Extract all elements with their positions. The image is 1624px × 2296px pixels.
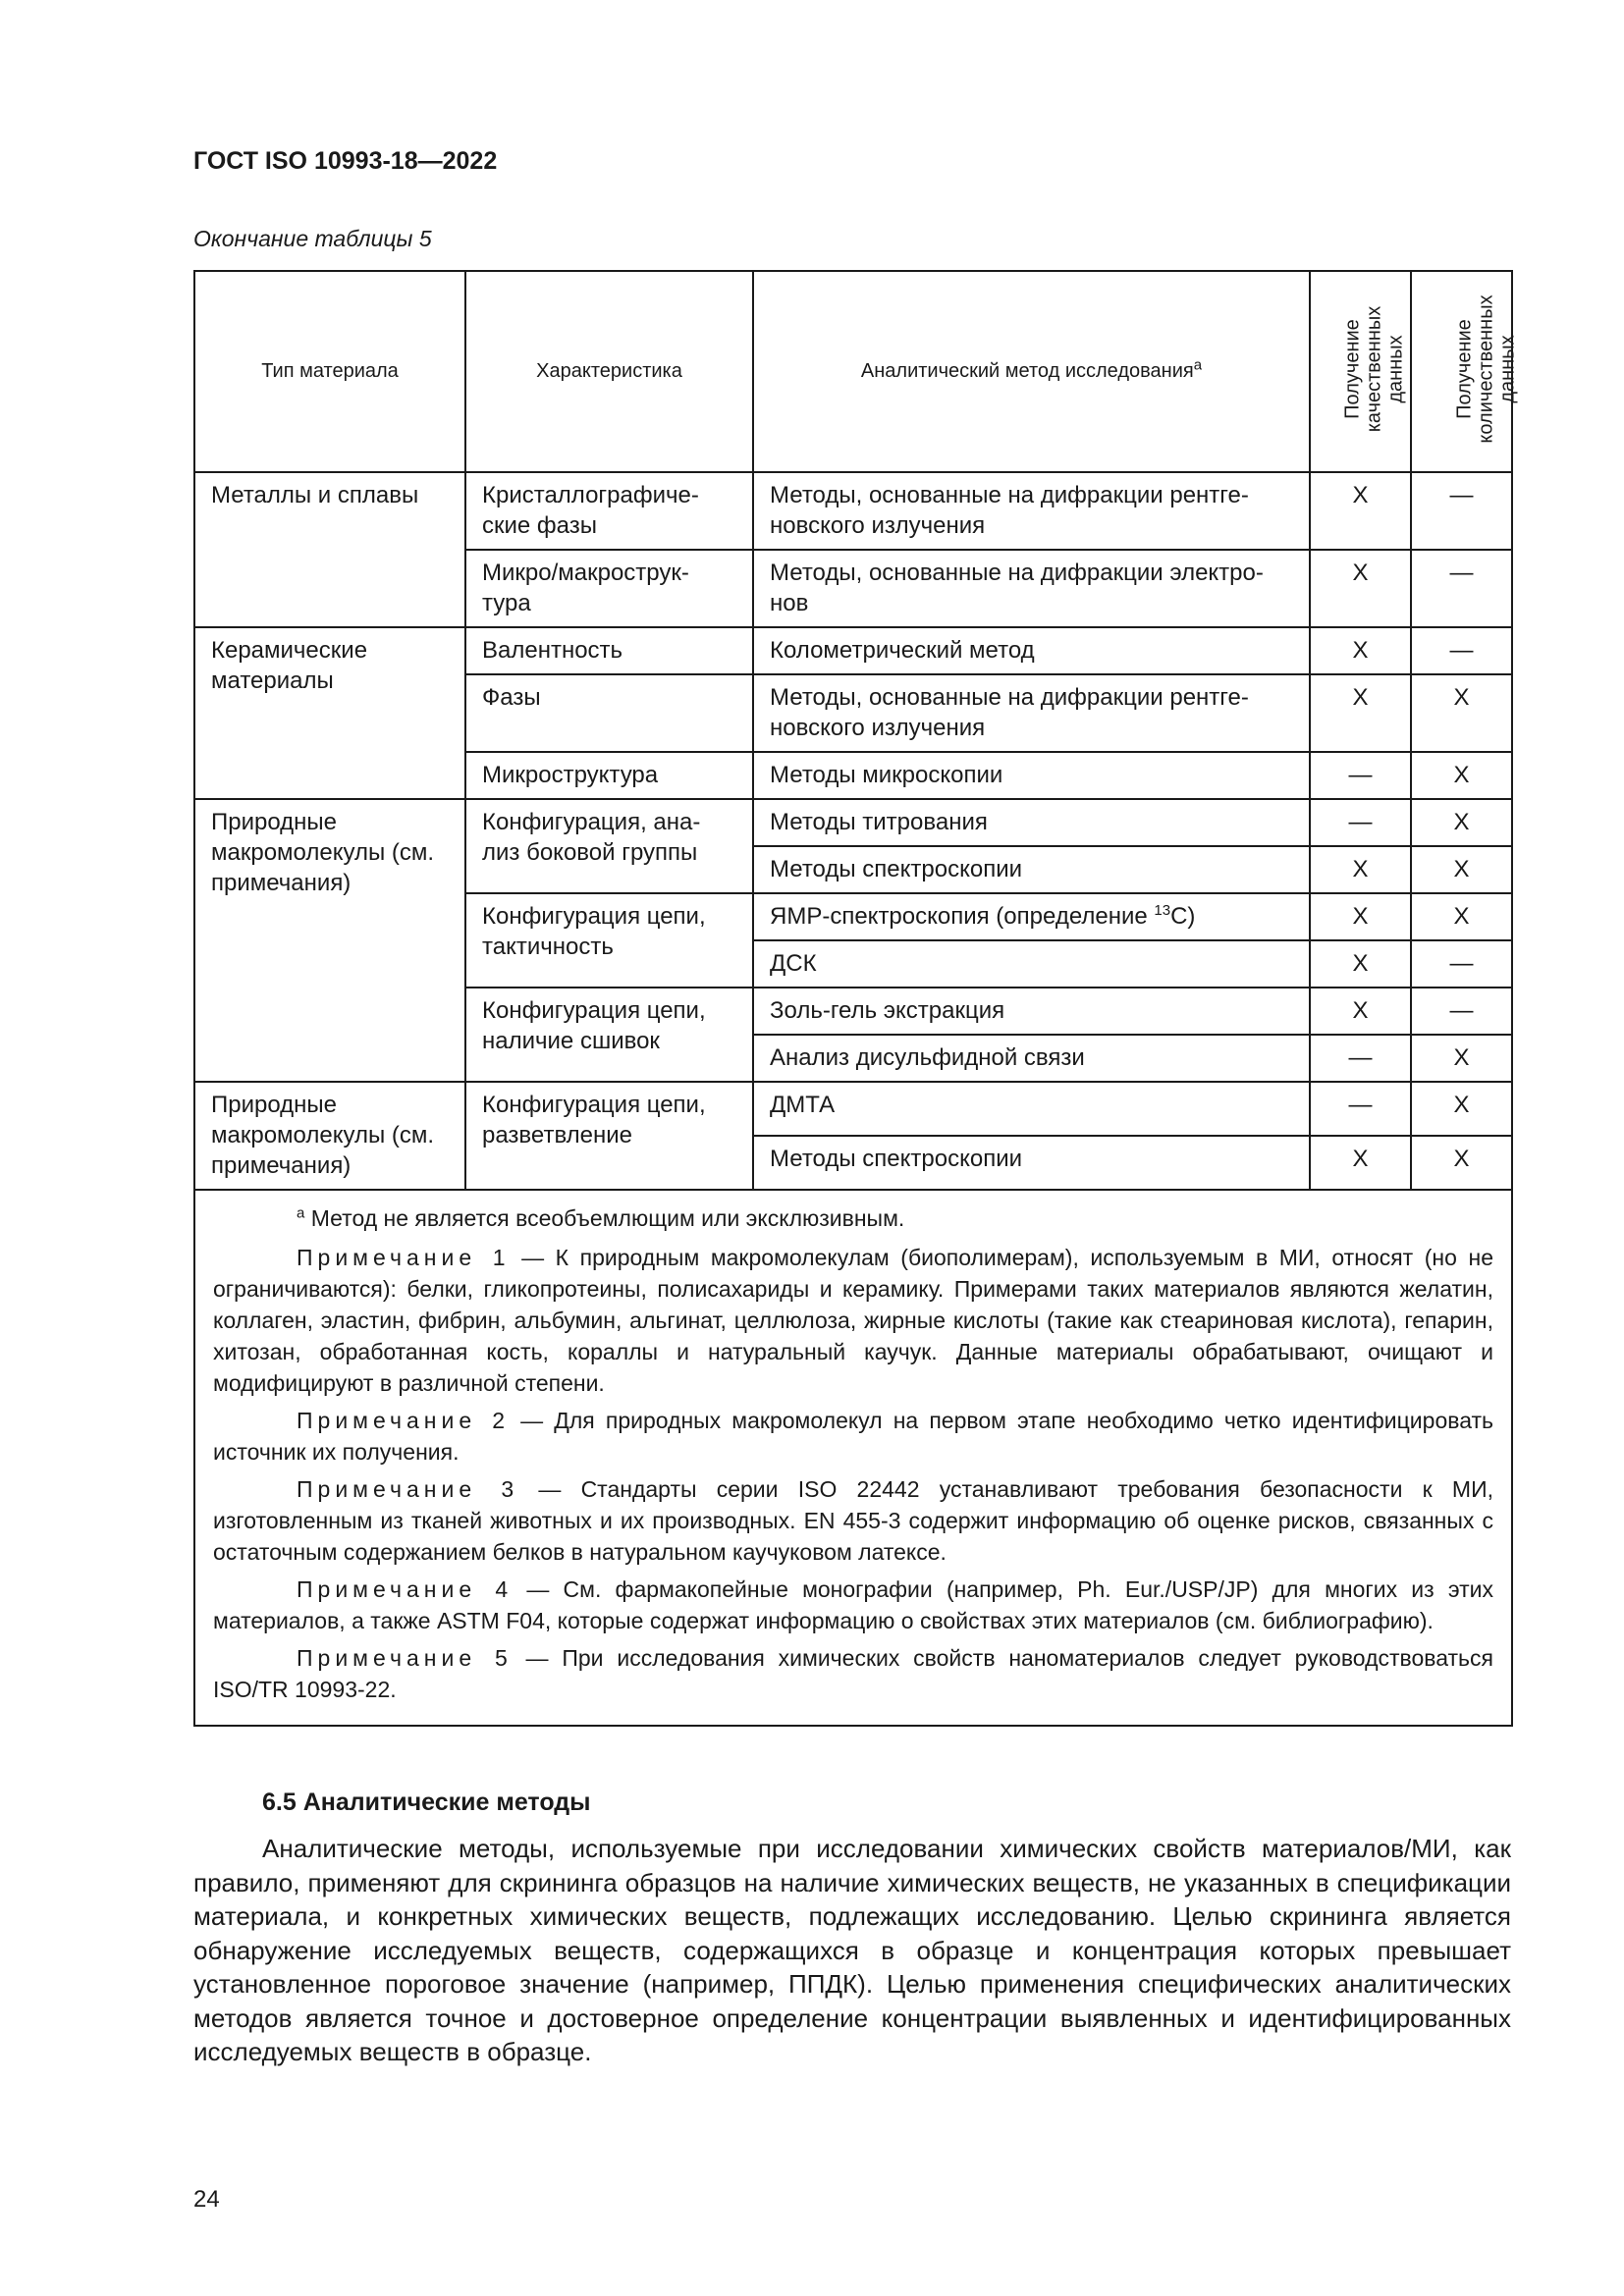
cell-method: Анализ дисульфидной связи: [753, 1035, 1310, 1082]
col-header-method: Аналитический метод исследования$^а$: [753, 271, 1310, 472]
cell-quantitative: X: [1411, 752, 1512, 799]
cell-quantitative: —: [1411, 472, 1512, 550]
cell-qualitative: X: [1310, 472, 1411, 550]
cell-material-type: Металлы и сплавы: [194, 472, 465, 627]
cell-qualitative: —: [1310, 1082, 1411, 1136]
cell-method: Методы спектроскопии: [753, 846, 1310, 893]
cell-quantitative: X: [1411, 893, 1512, 940]
table-row: [194, 627, 1512, 674]
cell-characteristic: Конфигурация цепи, наличие сшивок: [465, 988, 753, 1082]
materials-table: [193, 270, 1519, 1727]
cell-characteristic: Микро/макрострук-тура: [465, 550, 753, 627]
cell-qualitative: X: [1310, 846, 1411, 893]
table-footnote: $^а$ Метод не является всеобъемлющим или эксклюзивным.: [297, 1204, 905, 1231]
cell-method: Методы микроскопии: [753, 752, 1310, 799]
note-3: Примечание 3 — Стандарты серии ISO 22442 устанавливают требования безопасности к МИ, изготовленным из тканей животных и их производных. EN 455-3 содержит информацию об оценке рисков, связанных с остаточным содержанием белков в натуральном каучуковом латексе.: [213, 1476, 1493, 1565]
cell-qualitative: X: [1310, 940, 1411, 988]
document-header: ГОСТ ISO 10993-18—2022: [193, 147, 498, 175]
cell-method: ДМТА: [753, 1082, 1310, 1136]
cell-method: Методы спектроскопии: [753, 1136, 1310, 1190]
cell-material-type: Природные макромолекулы (см. примечания): [194, 799, 465, 1082]
cell-qualitative: X: [1310, 893, 1411, 940]
cell-qualitative: X: [1310, 550, 1411, 627]
cell-characteristic: Фазы: [465, 674, 753, 752]
table-row: [194, 1082, 1512, 1136]
note-5: Примечание 5 — При исследования химических свойств наноматериалов следует руководствоваться ISO/TR 10993-22.: [213, 1645, 1493, 1702]
cell-material-type: Природные макромолекулы (см. примечания): [194, 1082, 465, 1190]
cell-qualitative: X: [1310, 627, 1411, 674]
cell-characteristic: Микроструктура: [465, 752, 753, 799]
cell-method: Методы, основанные на дифракции рентге-новского излучения: [753, 674, 1310, 752]
cell-characteristic: Конфигурация цепи, тактичность: [465, 893, 753, 988]
cell-method: ДСК: [753, 940, 1310, 988]
col-header-characteristic: Характеристика: [465, 271, 753, 472]
note-2: Примечание 2 — Для природных макромолекул на первом этапе необходимо четко идентифицировать источник их получения.: [213, 1408, 1493, 1465]
note-1: Примечание 1 — К природным макромолекулам (биополимерам), используемым в МИ, относят (но не ограничиваются): белки, гликопротеины, полисахариды и керамику. Примерами таких материалов являются желатин, коллаген, эластин, фибрин, альбумин, альгинат, целлюлоза, жирные кислоты (такие как стеариновая кислота), гепарин, хитозан, обработанная кость, кораллы и натуральный каучук. Данные материалы обрабатывают, очищают и модифицируют в различной степени.: [213, 1245, 1493, 1396]
cell-material-type: Керамические материалы: [194, 627, 465, 799]
col-header-material-type: Тип материала: [194, 271, 465, 472]
table-row: [194, 472, 1512, 550]
cell-quantitative: —: [1411, 940, 1512, 988]
cell-qualitative: X: [1310, 1136, 1411, 1190]
cell-method: ЯМР-спектроскопия (определение $^{13}$С): [753, 893, 1310, 940]
cell-quantitative: X: [1411, 1136, 1512, 1190]
cell-quantitative: —: [1411, 550, 1512, 627]
cell-method: Золь-гель экстракция: [753, 988, 1310, 1035]
cell-quantitative: X: [1411, 846, 1512, 893]
cell-qualitative: X: [1310, 988, 1411, 1035]
cell-qualitative: —: [1310, 752, 1411, 799]
cell-qualitative: —: [1310, 1035, 1411, 1082]
table-header-row: [194, 271, 1512, 472]
cell-characteristic: Конфигурация цепи, разветвление: [465, 1082, 753, 1190]
note-4: Примечание 4 — См. фармакопейные монографии (например, Ph. Eur./USP/JP) для многих из этих материалов, а также ASTM F04, которые содержат информацию о свойствах этих материалов (см. библиографию).: [213, 1576, 1494, 1633]
table-notes: [194, 1190, 1512, 1726]
cell-characteristic: Валентность: [465, 627, 753, 674]
section-title: 6.5 Аналитические методы: [262, 1789, 591, 1816]
table-caption: Окончание таблицы 5: [193, 226, 432, 251]
table-row: [194, 799, 1512, 846]
col-header-qualitative: Получение качественных данных: [1310, 271, 1411, 472]
cell-quantitative: X: [1411, 1035, 1512, 1082]
table-notes-row: [194, 1190, 1512, 1726]
cell-characteristic: Конфигурация, ана-лиз боковой группы: [465, 799, 753, 893]
page-number: 24: [193, 2186, 220, 2213]
cell-method: Методы, основанные на дифракции рентге-новского излучения: [753, 472, 1310, 550]
cell-method: Колометрический метод: [753, 627, 1310, 674]
cell-method: Методы, основанные на дифракции электро-нов: [753, 550, 1310, 627]
cell-quantitative: X: [1411, 799, 1512, 846]
cell-quantitative: —: [1411, 627, 1512, 674]
cell-quantitative: —: [1411, 988, 1512, 1035]
section-paragraph: Аналитические методы, используемые при исследовании химических свойств материалов/МИ, как правило, применяют для скрининга образцов на наличие химических веществ, не указанных в спецификации материала, и конкретных химических веществ, подлежащих исследованию. Целью скрининга является обнаружение исследуемых веществ, содержащихся в образце и концентрация которых превышает установленное пороговое значение (например, ППДК). Целью применения специфических аналитических методов является точное и достоверное определение концентрации выявленных и идентифицированных исследуемых веществ в образце.: [193, 1834, 1511, 2066]
cell-characteristic: Кристаллографиче-ские фазы: [465, 472, 753, 550]
cell-method: Методы титрования: [753, 799, 1310, 846]
cell-quantitative: X: [1411, 674, 1512, 752]
cell-qualitative: X: [1310, 674, 1411, 752]
cell-quantitative: X: [1411, 1082, 1512, 1136]
cell-qualitative: —: [1310, 799, 1411, 846]
col-header-quantitative: Получение количественных данных: [1411, 271, 1512, 472]
